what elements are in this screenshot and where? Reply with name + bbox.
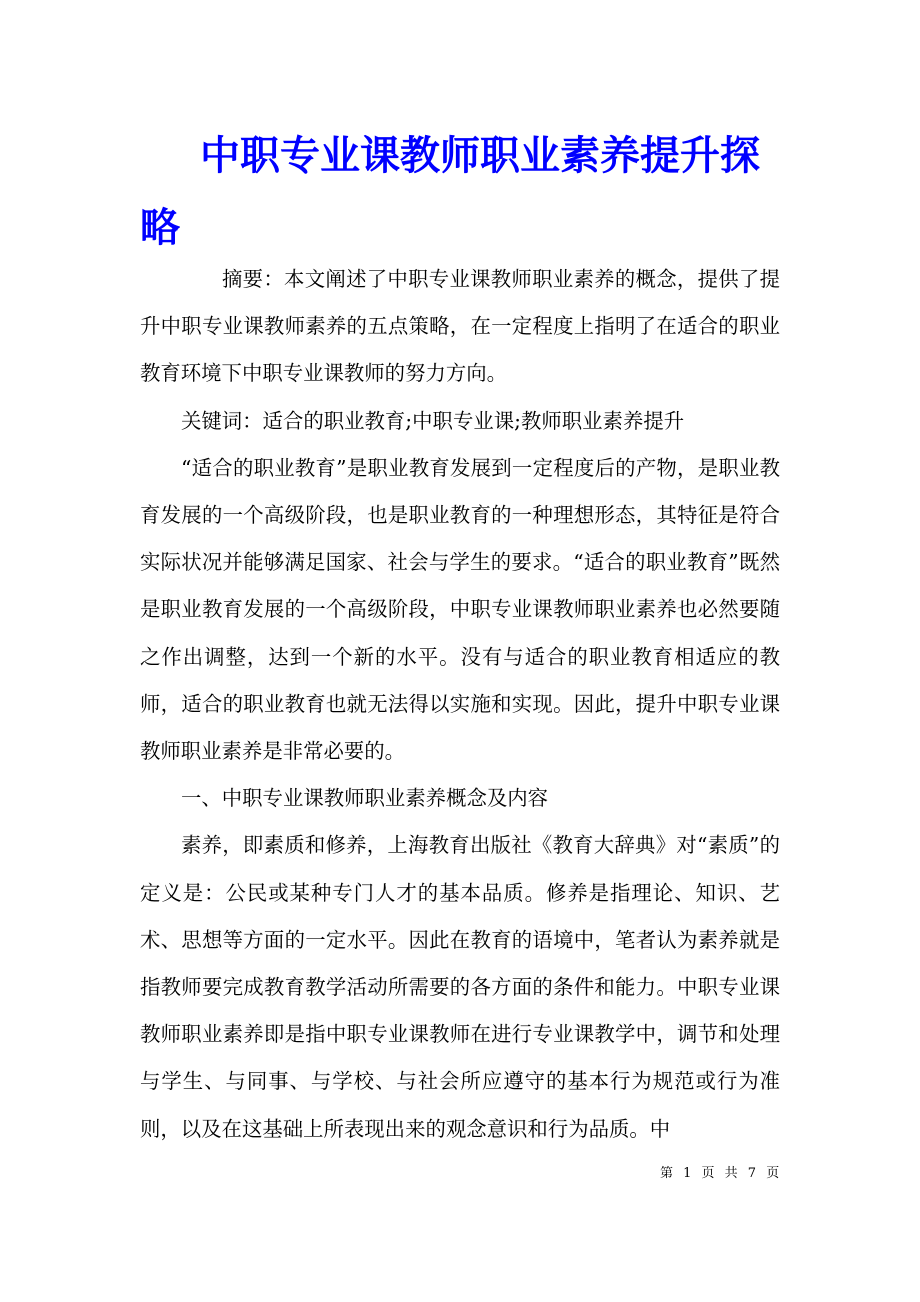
- keywords-paragraph: 关键词：适合的职业教育;中职专业课;教师职业素养提升: [181, 408, 685, 433]
- page-number-footer: 第 1 页 共 7 页: [660, 1166, 783, 1181]
- intro-paragraph: “适合的职业教育”是职业教育发展到一定程度后的产物，是职业教育发展的一个高级阶段，也是职业教育的一种理想形态，其特征是符合实际状况并能够满足国家、社会与学生的要求。“适合的职业教育”既然是职业教育发展的一个高级阶段，中职专业课教师职业素养也必然要随之作出调整，达到一个新的水平。没有与适合的职业教育相适应的教师，适合的职业教育也就无法得以实施和实现。因此，提升中职专业课教师职业素养是非常必要的。: [140, 455, 780, 764]
- abstract-paragraph: 摘要：本文阐述了中职专业课教师职业素养的概念，提供了提升中职专业课教师素养的五点策略，在一定程度上指明了在适合的职业教育环境下中职专业课教师的努力方向。: [140, 267, 780, 386]
- document-title: 中职专业课教师职业素养提升探略: [140, 132, 760, 251]
- section-heading: 一、中职专业课教师职业素养概念及内容: [181, 786, 549, 811]
- document-body: [140, 256, 780, 1153]
- definition-paragraph: 素养，即素质和修养，上海教育出版社《教育大辞典》对“素质”的定义是：公民或某种专门人才的基本品质。修养是指理论、知识、艺术、思想等方面的一定水平。因此在教育的语境中，笔者认为素养就是指教师要完成教育教学活动所需要的各方面的条件和能力。中职专业课教师职业素养即是指中职专业课教师在进行专业课教学中，调节和处理与学生、与同事、与学校、与社会所应遵守的基本行为规范或行为准则，以及在这基础上所表现出来的观念意识和行为品质。中: [140, 833, 780, 1141]
